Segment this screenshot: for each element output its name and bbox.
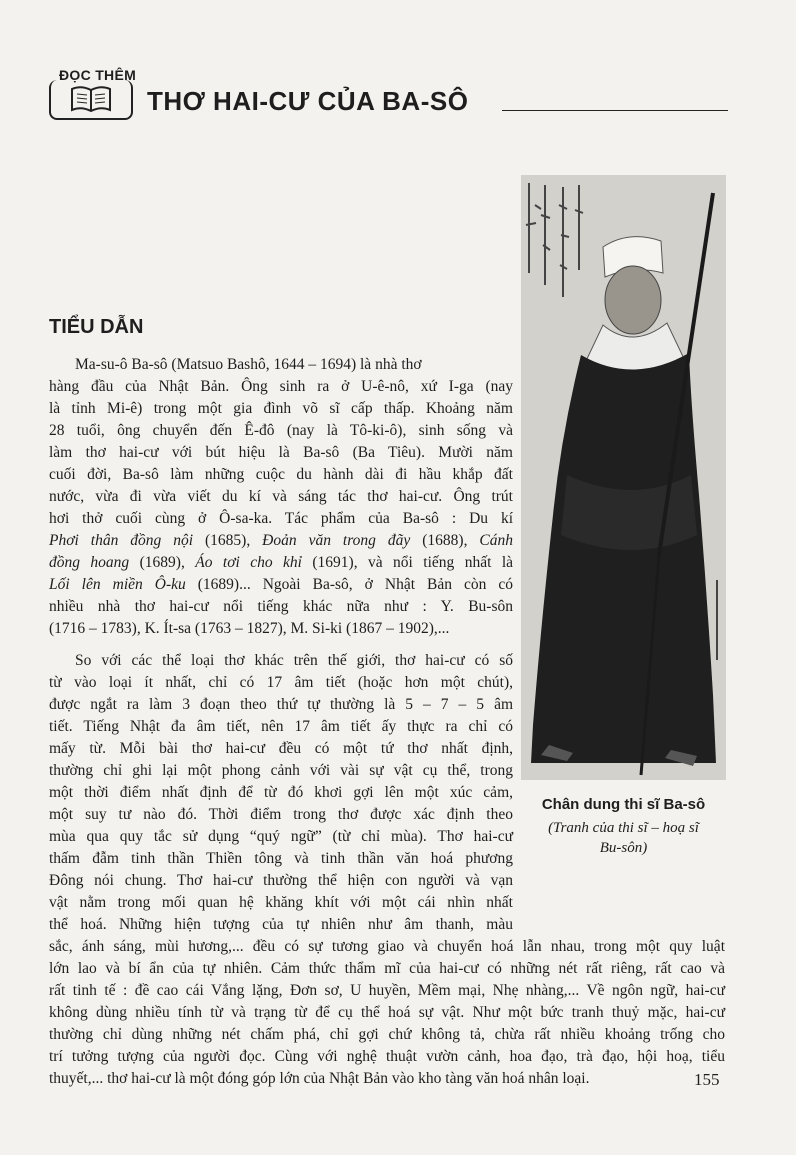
paragraph2-line: So với các thể loại thơ khác trên thế giới, thơ hai-cư có số (75, 652, 513, 669)
paragraph1-line: hàng đầu của Nhật Bản. Ông sinh ra ở U-ê-nô, xứ I-ga (nay (49, 378, 513, 395)
reading-label: ĐỌC THÊM (59, 67, 137, 83)
portrait-caption-line1: (Tranh của thi sĩ – hoạ sĩ (548, 820, 699, 836)
work-title: đồng hoang (49, 554, 130, 571)
open-book-icon (69, 84, 113, 114)
work-title: Áo tơi cho khỉ (195, 554, 302, 571)
paragraph1-line: làm thơ hai-cư với bút hiệu là Ba-sô (Ba Tiêu). Mười năm (49, 444, 513, 461)
paragraph2-line: Đông nói chung. Thơ hai-cư thường thể hiện con người và vạn (49, 872, 513, 889)
paragraph2-line: mùa qua quy tắc sử dụng “quý ngữ” (từ chỉ mùa). Thơ hai-cư (49, 828, 513, 845)
work-year: (1689), (129, 554, 196, 571)
paragraph1-line: hơi thở cuối cùng ở Ô-sa-ka. Tác phẩm của Ba-sô : Du kí (49, 510, 513, 527)
works-line (49, 530, 513, 552)
paragraph1-line: là tỉnh Mi-ê) trong một gia đình võ sĩ cấp thấp. Khoảng năm (49, 400, 513, 417)
work-year: (1689)... Ngoài Ba-sô, ở Nhật Bản còn có (185, 576, 514, 593)
paragraph2-line: thấm đẫm tinh thần Thiền tông và tinh thần văn hoá phương (49, 850, 513, 867)
paragraph1-line: nhiều nhà thơ hai-cư nổi tiếng khác nữa như : Y. Bu-sôn (49, 598, 513, 615)
paragraph1-line: cuối đời, Ba-sô làm những cuộc du hành dài đi hầu khắp đất (49, 466, 513, 483)
paragraph2-line: trí tưởng tượng của người đọc. Cùng với nghệ thuật vườn cảnh, hoa đạo, trà đạo, hội hoạ, tiểu (49, 1048, 725, 1065)
work-year: (1688), (410, 532, 480, 549)
paragraph2-line: vật nằm trong mối quan hệ khăng khít với một cái nhìn nhất (49, 894, 513, 911)
title-underline (502, 110, 728, 111)
paragraph2-line: từ vào loại ít nhất, chỉ có 17 âm tiết (hoặc hơn một chút), (49, 674, 513, 691)
paragraph2-line: thuyết,... thơ hai-cư là một đóng góp lớn của Nhật Bản vào kho tàng văn hoá nhân loại. (49, 1070, 590, 1087)
paragraph1-line: 28 tuổi, ông chuyển đến Ê-đô (nay là Tô-ki-ô), sinh sống và (49, 422, 513, 439)
work-title: Đoản văn trong đãy (262, 532, 411, 549)
work-title: Cánh (479, 532, 513, 549)
paragraph2-line: tiết. Tiếng Nhật đa âm tiết, nên 17 âm tiết ấy thực ra chỉ có (49, 718, 513, 735)
page-title: THƠ HAI-CƯ CỦA BA-SÔ (147, 86, 469, 116)
portrait-caption-title: Chân dung thi sĩ Ba-sô (541, 796, 706, 813)
works-line (49, 552, 513, 574)
work-year: (1685), (193, 532, 263, 549)
paragraph2-line: không dùng nhiều tính từ và trạng từ để cụ thể hoá sự vật. Như một bức tranh thuỷ mặc, hai-cư (49, 1004, 725, 1021)
work-title: Phơi thân đồng nội (49, 532, 194, 549)
book-icon-frame (49, 80, 133, 120)
works-line (49, 574, 513, 596)
paragraph1-line: Ma-su-ô Ba-sô (Matsuo Bashô, 1644 – 1694) là nhà thơ (75, 356, 422, 373)
paragraph2-line: một thời điểm nhất định để từ đó khơi gợi lên một xúc cảm, (49, 784, 513, 801)
page-number: 155 (694, 1070, 720, 1089)
paragraph1-line: nước, vừa đi vừa viết du kí và sáng tác thơ hai-cư. Ông trút (49, 488, 513, 505)
paragraph2-line: mấy từ. Mỗi bài thơ hai-cư đều có một tứ thơ nhất định, (49, 740, 513, 757)
paragraph2-line: thường chỉ ghi lại một phong cảnh với vài sự vật cụ thể, trong (49, 762, 513, 779)
paragraph2-line: sắc, ánh sáng, mùi hương,... đều có sự tương giao và chuyển hoá lẫn nhau, trong một quy luật (49, 938, 725, 955)
paragraph1-line: (1716 – 1783), K. Ít-sa (1763 – 1827), M. Si-ki (1867 – 1902),... (49, 620, 450, 637)
paragraph2-line: thường chỉ dùng những nét chấm phá, chỉ gợi chứ không tả, chừa rất nhiều khoảng trống cho (49, 1026, 725, 1043)
paragraph2-line: một suy tư nào đó. Thời điểm trong thơ được xác định theo (49, 806, 513, 823)
work-title: Lối lên miền Ô-ku (49, 576, 186, 593)
paragraph2-line: lớn lao và bí ẩn của tự nhiên. Cảm thức thẩm mĩ của hai-cư có những nét rất riêng, rất cao và (49, 960, 725, 977)
paragraph2-line: rất tinh tế : đề cao cái Vắng lặng, Đơn sơ, U huyền, Mềm mại, Nhẹ nhàng,... Về ngôn ngữ, hai-cư (49, 982, 725, 999)
paragraph2-line: được ngắt ra làm 3 đoạn theo thứ tự thường là 5 – 7 – 5 âm (49, 696, 513, 713)
section-heading: TIỂU DẪN (49, 316, 144, 338)
work-year: (1691), và nổi tiếng nhất là (301, 554, 514, 571)
basho-portrait (521, 175, 726, 780)
portrait-caption-line2: Bu-sôn) (599, 840, 648, 856)
paragraph2-line: thể hoá. Những hiện tượng của tự nhiên như âm thanh, màu (49, 916, 513, 933)
